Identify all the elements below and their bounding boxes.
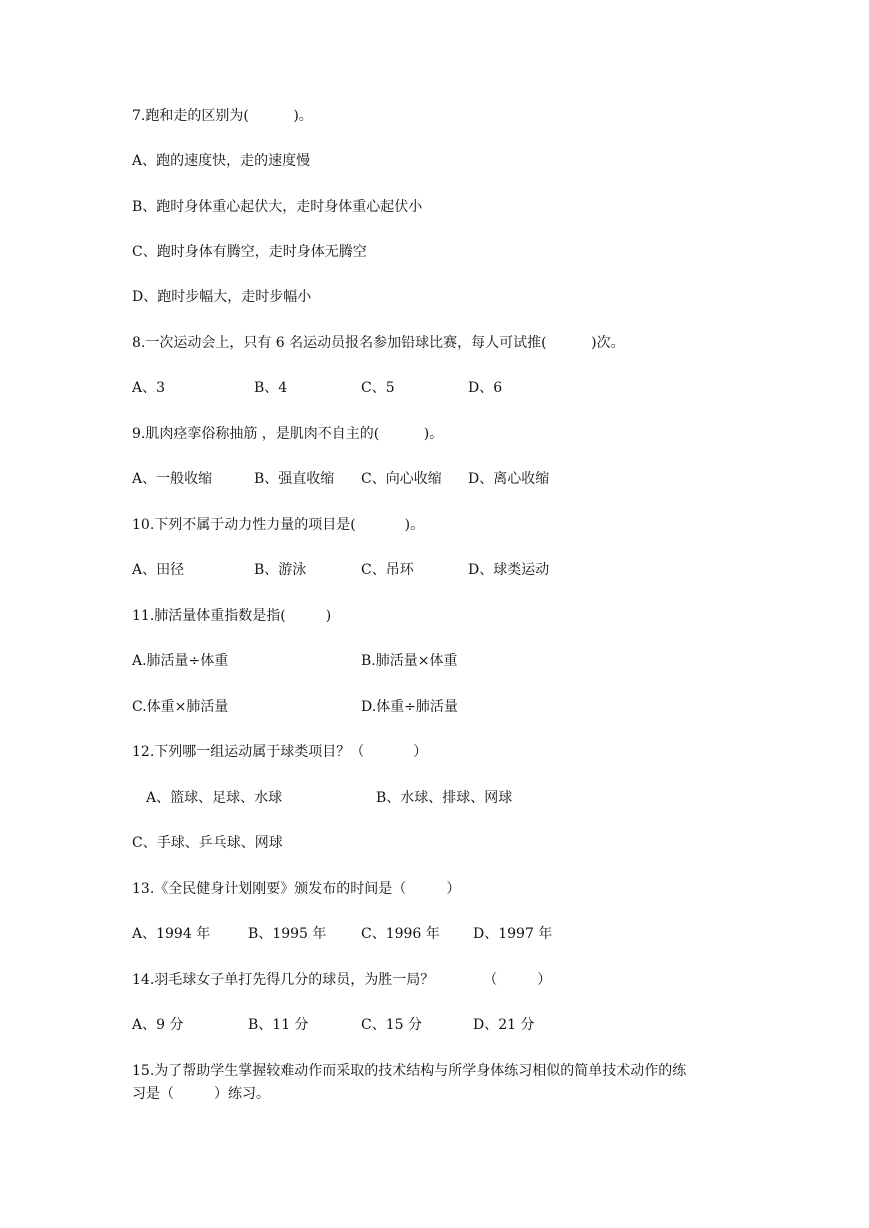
question-13-stem: 13.《全民健身计划刚要》颁发布的时间是（ ） [132,881,461,897]
question-13-option-a: A、1994 年 [132,926,211,942]
question-13-option-b: B、1995 年 [248,926,327,942]
question-7-option-c: C、跑时身体有腾空，走时身体无腾空 [132,244,367,260]
question-13-option-d: D、1997 年 [473,926,553,942]
question-9-stem: 9.肌肉痉挛俗称抽筋 ，是肌肉不自主的( )。 [132,426,444,442]
question-15-stem-line-2: 习是（ ）练习。 [132,1086,271,1102]
question-8-option-d: D、6 [468,380,503,396]
question-14-option-d: D、21 分 [473,1017,535,1033]
question-11-option-d: D.体重÷肺活量 [361,699,458,715]
question-8-stem: 8.一次运动会上，只有 6 名运动员报名参加铅球比赛，每人可试推( )次。 [132,335,625,351]
question-13-option-c: C、1996 年 [361,926,440,942]
question-10-option-c: C、吊环 [361,562,414,578]
question-7-option-d: D、跑时步幅大，走时步幅小 [132,289,312,305]
question-8-option-b: B、4 [254,380,288,396]
question-10-stem: 10.下列不属于动力性力量的项目是( )。 [132,517,425,533]
question-9-option-c: C、向心收缩 [361,471,442,487]
question-7-option-b: B、跑时身体重心起伏大，走时身体重心起伏小 [132,199,423,215]
question-9-option-b: B、强直收缩 [254,471,335,487]
question-9-option-d: D、离心收缩 [468,471,550,487]
question-10-option-b: B、游泳 [254,562,307,578]
question-14-option-c: C、15 分 [361,1017,422,1033]
question-12-option-b: B、水球、排球、网球 [376,790,513,806]
question-7-option-a: A、跑的速度快，走的速度慢 [132,153,311,169]
question-12-stem: 12.下列哪一组运动属于球类项目？（ ） [132,744,428,760]
question-15-stem-line-1: 15.为了帮助学生掌握较难动作而采取的技术结构与所学身体练习相似的简单技术动作的练 [132,1063,687,1079]
question-10-option-d: D、球类运动 [468,562,550,578]
question-12-option-a: A、篮球、足球、水球 [146,790,283,806]
question-14-option-b: B、11 分 [248,1017,309,1033]
question-10-option-a: A、田径 [132,562,185,578]
question-9-option-a: A、一般收缩 [132,471,213,487]
question-11-stem: 11.肺活量体重指数是指( ) [132,608,332,624]
question-11-option-c: C.体重×肺活量 [132,699,229,715]
question-11-option-b: B.肺活量×体重 [361,653,458,669]
question-7-stem: 7.跑和走的区别为( )。 [132,108,313,124]
question-14-option-a: A、9 分 [132,1017,184,1033]
question-12-option-c: C、手球、乒乓球、网球 [132,835,283,851]
question-14-stem: 14.羽毛球女子单打先得几分的球员，为胜一局？ （ ） [132,972,552,988]
question-8-option-a: A、3 [132,380,166,396]
question-8-option-c: C、5 [361,380,395,396]
question-11-option-a: A.肺活量÷体重 [132,653,229,669]
